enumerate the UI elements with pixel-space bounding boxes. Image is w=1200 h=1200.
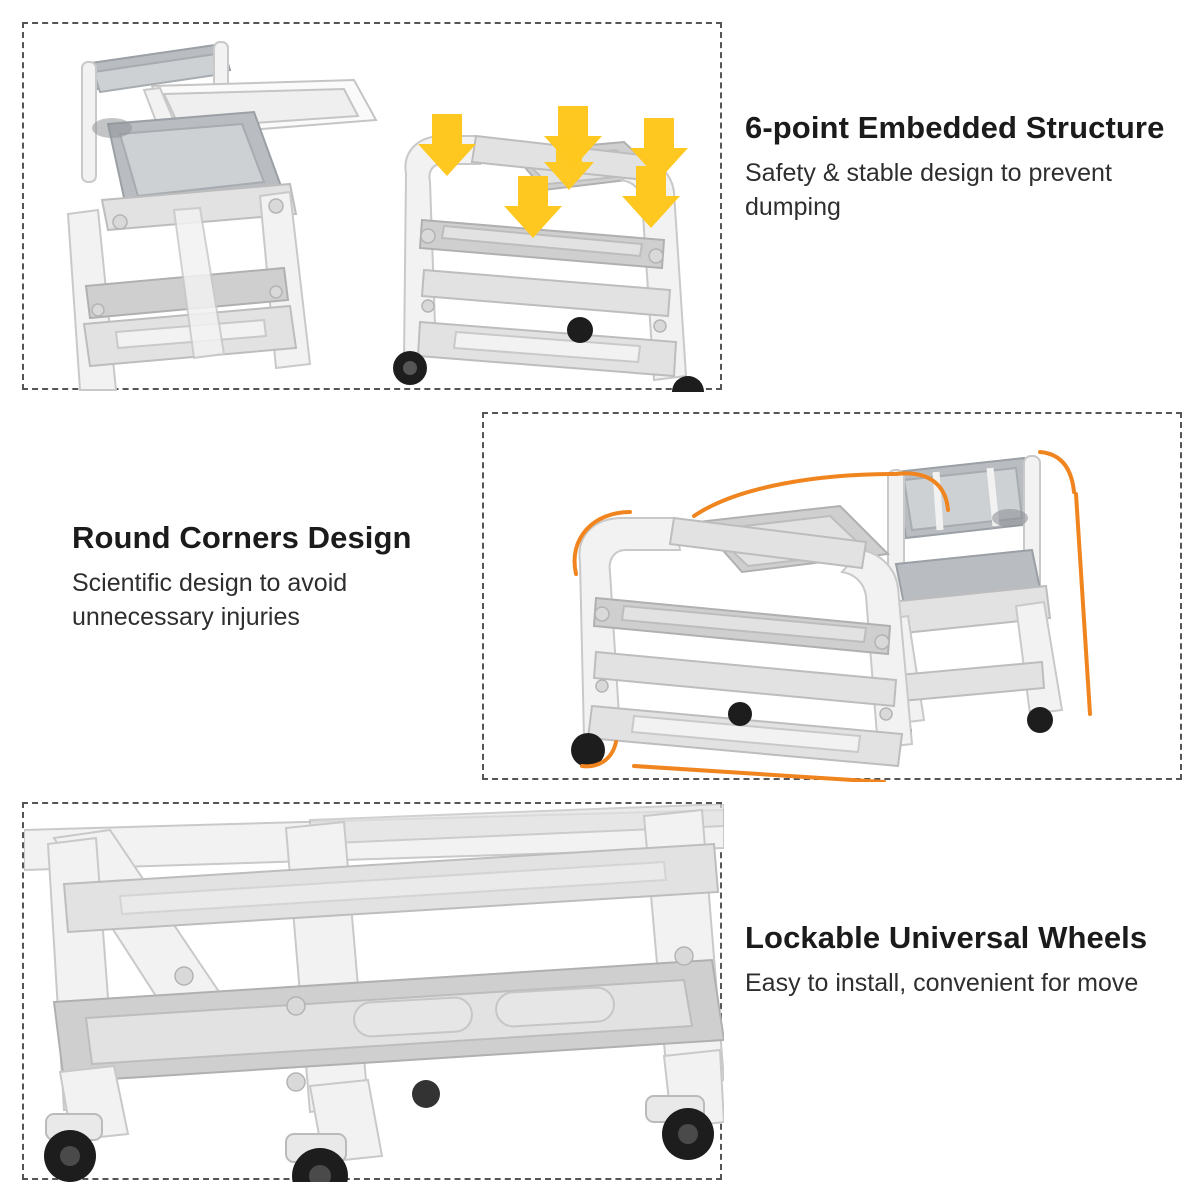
- brand-logo-icon: [92, 118, 132, 138]
- feature-panel-lockable-wheels: [22, 802, 722, 1180]
- feature-description: Easy to install, convenient for move: [745, 969, 1139, 998]
- table-illustration: [571, 506, 912, 767]
- high-chair-illustration: [68, 42, 376, 390]
- feature-illustration-six-point: [24, 24, 720, 388]
- feature-caption-six-point: [745, 108, 1165, 225]
- caster-wheel-icon: [567, 317, 593, 343]
- caster-wheel-icon: [393, 351, 427, 385]
- feature-title: Lockable Universal Wheels: [745, 920, 1148, 955]
- feature-panel-round-corners: [482, 412, 1182, 780]
- caster-wheel-icon: [44, 1114, 102, 1182]
- feature-panel-six-point: [22, 22, 722, 390]
- feature-caption-round-corners: [72, 518, 492, 635]
- caster-wheel-icon: [728, 702, 752, 726]
- feature-description: Safety & stable design to prevent dumping: [745, 159, 1112, 221]
- caster-wheel-icon: [1027, 707, 1053, 733]
- feature-caption-lockable-wheels: [745, 918, 1165, 1001]
- caster-wheel-icon: [646, 1096, 714, 1160]
- caster-wheel-icon: [412, 1080, 440, 1108]
- feature-title: 6-point Embedded Structure: [745, 110, 1165, 145]
- caster-wheel-icon: [672, 376, 704, 392]
- feature-illustration-lockable-wheels: [24, 804, 720, 1178]
- caster-wheel-icon: [286, 1134, 348, 1182]
- feature-description: Scientific design to avoid unnecessary injuries: [72, 569, 348, 631]
- feature-illustration-round-corners: [484, 414, 1180, 778]
- feature-title: Round Corners Design: [72, 520, 412, 555]
